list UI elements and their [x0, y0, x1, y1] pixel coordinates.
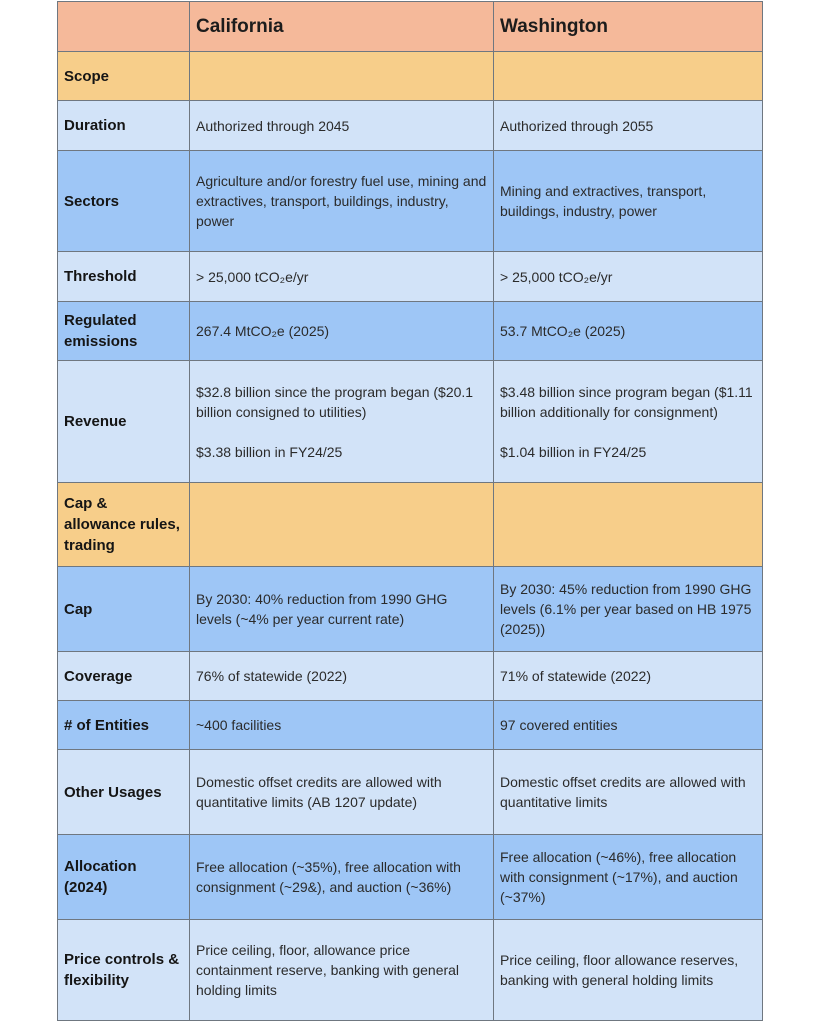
table-row-regulated-emissions	[58, 302, 763, 361]
section-empty-cell	[494, 483, 763, 567]
table-row-duration	[58, 101, 763, 151]
section-row-scope	[58, 52, 763, 101]
section-row-cap-rules	[58, 483, 763, 567]
row-label-coverage: Coverage	[58, 652, 190, 701]
table-row-other-usages	[58, 750, 763, 835]
cell-washington-price-controls: Price ceiling, floor allowance reserves, banking with general holding limits	[494, 920, 763, 1021]
cell-washington-coverage: 71% of statewide (2022)	[494, 652, 763, 701]
header-california: California	[190, 2, 494, 52]
row-label-sectors: Sectors	[58, 151, 190, 252]
table-row-threshold	[58, 252, 763, 302]
cell-california-cap: By 2030: 40% reduction from 1990 GHG levels (~4% per year current rate)	[190, 567, 494, 652]
cell-washington-revenue	[494, 361, 763, 483]
table-row-cap	[58, 567, 763, 652]
california-revenue-fy: $3.38 billion in FY24/25	[196, 443, 343, 460]
row-label-allocation: Allocation (2024)	[58, 835, 190, 920]
row-label-entities: # of Entities	[58, 701, 190, 750]
table-row-entities	[58, 701, 763, 750]
california-revenue-total: $32.8 billion since the program began ($20.1 billion consigned to utilities)	[196, 383, 474, 420]
header-washington: Washington	[494, 2, 763, 52]
row-label-cap: Cap	[58, 567, 190, 652]
cell-washington-threshold: > 25,000 tCO₂e/yr	[494, 252, 763, 302]
row-label-price-controls: Price controls & flexibility	[58, 920, 190, 1021]
row-label-other-usages: Other Usages	[58, 750, 190, 835]
cell-washington-sectors: Mining and extractives, transport, buildings, industry, power	[494, 151, 763, 252]
cell-california-allocation: Free allocation (~35%), free allocation with consignment (~29&), and auction (~36%)	[190, 835, 494, 920]
cell-california-price-controls: Price ceiling, floor, allowance price containment reserve, banking with general holding limits	[190, 920, 494, 1021]
section-empty-cell	[494, 52, 763, 101]
section-label-cap-rules: Cap & allowance rules, trading	[58, 483, 190, 567]
table-row-allocation	[58, 835, 763, 920]
cell-washington-entities: 97 covered entities	[494, 701, 763, 750]
row-label-threshold: Threshold	[58, 252, 190, 302]
table-row-coverage	[58, 652, 763, 701]
comparison-table	[57, 1, 763, 1021]
cell-california-entities: ~400 facilities	[190, 701, 494, 750]
section-empty-cell	[190, 52, 494, 101]
table-row-revenue	[58, 361, 763, 483]
cell-california-sectors: Agriculture and/or forestry fuel use, mining and extractives, transport, buildings, industry, power	[190, 151, 494, 252]
table-row-price-controls	[58, 920, 763, 1021]
cell-california-revenue	[190, 361, 494, 483]
section-empty-cell	[190, 483, 494, 567]
cell-california-threshold: > 25,000 tCO₂e/yr	[190, 252, 494, 302]
table-row-sectors	[58, 151, 763, 252]
header-row	[58, 2, 763, 52]
section-label-scope: Scope	[58, 52, 190, 101]
cell-washington-other-usages: Domestic offset credits are allowed with quantitative limits	[494, 750, 763, 835]
row-label-revenue: Revenue	[58, 361, 190, 483]
cell-washington-duration: Authorized through 2055	[494, 101, 763, 151]
cell-california-regulated-emissions: 267.4 MtCO₂e (2025)	[190, 302, 494, 361]
cell-california-duration: Authorized through 2045	[190, 101, 494, 151]
row-label-regulated-emissions: Regulated emissions	[58, 302, 190, 361]
cell-california-coverage: 76% of statewide (2022)	[190, 652, 494, 701]
cell-california-other-usages: Domestic offset credits are allowed with quantitative limits (AB 1207 update)	[190, 750, 494, 835]
header-empty-cell	[58, 2, 190, 52]
washington-revenue-fy: $1.04 billion in FY24/25	[500, 443, 647, 460]
row-label-duration: Duration	[58, 101, 190, 151]
cell-washington-cap: By 2030: 45% reduction from 1990 GHG levels (6.1% per year based on HB 1975 (2025))	[494, 567, 763, 652]
cell-washington-allocation: Free allocation (~46%), free allocation with consignment (~17%), and auction (~37%)	[494, 835, 763, 920]
cell-washington-regulated-emissions: 53.7 MtCO₂e (2025)	[494, 302, 763, 361]
washington-revenue-total: $3.48 billion since program began ($1.11 billion additionally for consignment)	[500, 383, 753, 420]
